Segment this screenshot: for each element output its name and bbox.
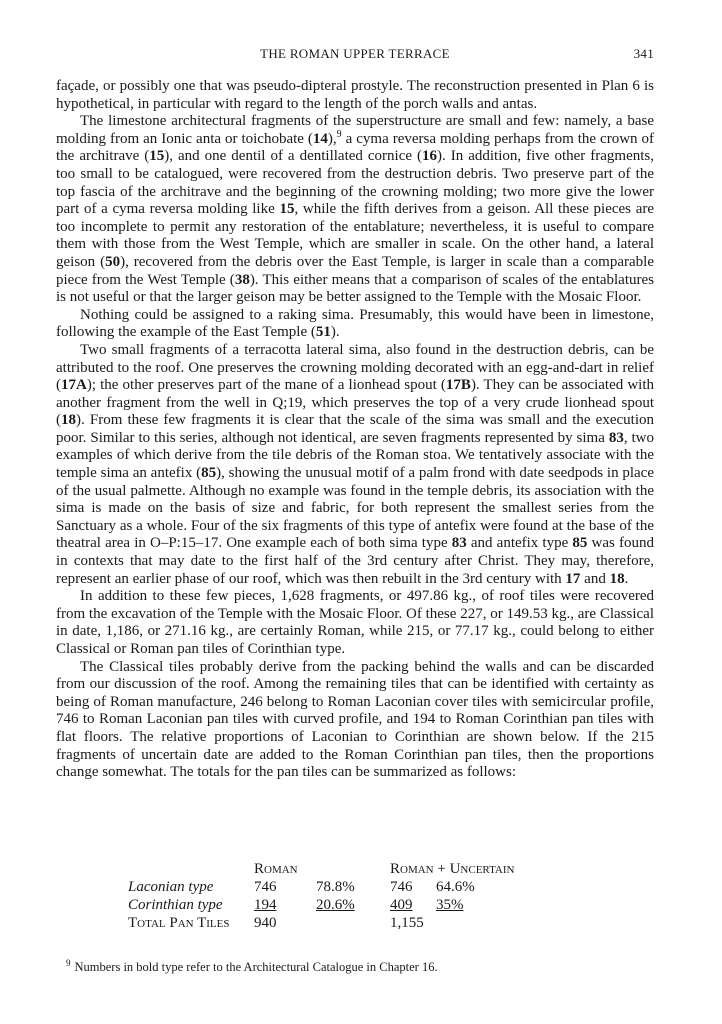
footnote-ref: 9 [336, 128, 342, 140]
cell-roman-pct: 78.8% [316, 879, 355, 895]
row-label: Laconian type [128, 879, 214, 895]
cell-roman-pct: 20.6% [316, 897, 355, 913]
footnote-text: Numbers in bold type refer to the Architectural Catalogue in Chapter 16. [74, 960, 438, 974]
cell-roman-pct [316, 914, 390, 932]
page-number: 341 [633, 46, 654, 61]
paragraph-6: The Classical tiles probably derive from the packing behind the walls and can be discarded from our discussion of the roof. Among the remaining tiles that can be identified with certainty as being of Roman manufacture, 246 belong to Roman Laconian cover tiles with semicircular profile, 746 to Roman Laconian pan tiles with curved profile, and 194 to Roman Corinthian pan tiles with flat floors. The relative proportions of Laconian to Corinthian are shown below. If the 215 fragments of uncertain date are added to the Roman Corinthian pan tiles, then the proportions change somewhat. The totals for the pan tiles can be summarized as follows: [56, 658, 654, 781]
table-row [128, 878, 516, 896]
header-roman-uncertain: Roman + Uncertain [390, 861, 515, 877]
cell-combined: 1,155 [390, 915, 424, 931]
footnote-mark: 9 [66, 957, 71, 968]
pan-tiles-table [128, 860, 516, 932]
header-roman: Roman [254, 861, 298, 877]
paragraph-3: Nothing could be assigned to a raking sima. Presumably, this would have been in limestone, following the example of the East Temple (51). [56, 306, 654, 341]
table-row [128, 896, 516, 914]
cell-combined-pct [436, 914, 516, 932]
paragraph-4: Two small fragments of a terracotta lateral sima, also found in the destruction debris, can be attributed to the roof. One preserves the crowning molding decorated with an egg-and-dart in relief (17A); the other preserves part of the mane of a lionhead spout (17B). They can be associated with another fragment from the well in Q;19, which preserves the top of a very crude lionhead spout (18). From these few fragments it is clear that the scale of the sima was small and the execution poor. Similar to this series, although not identical, are seven fragments represented by sima 83, two examples of which derive from the tile debris of the Roman stoa. We tentatively associate with the temple sima an antefix (85), showing the unusual motif of a palm frond with date seedpods in place of the usual palmette. Although no example was found in the temple debris, its association with the sima is made on the basis of size and fabric, for both represent the smallest series from the Sanctuary as a whole. Four of the six fragments of this type of antefix were found at the base of the theatral area in O–P:15–17. One example each of both sima type 83 and antefix type 85 was found in contexts that may date to the first half of the 3rd century after Christ. They may, therefore, represent an earlier phase of our roof, which was then rebuilt in the 3rd century with 17 and 18. [56, 341, 655, 587]
cell-roman: 194 [254, 897, 277, 913]
running-head: THE ROMAN UPPER TERRACE [260, 46, 450, 61]
page-header [56, 46, 654, 66]
cell-roman: 940 [254, 915, 277, 931]
table-row [128, 914, 516, 932]
cell-combined-pct: 35% [436, 897, 464, 913]
table-header-row [128, 860, 516, 878]
cell-combined-pct: 64.6% [436, 879, 475, 895]
paragraph-2: The limestone architectural fragments of the superstructure are small and few: namely, a base molding from an Ionic anta or toichobate (14),$^9$ a cyma reversa molding perhaps from the crown of the architrave (15), and one dentil of a dentillated cornice (16). In addition, five other fragments, too small to be catalogued, were recovered from the destruction debris. Two preserve part of the top fascia of the architrave and the beginning of the crowning molding; two more give the lower part of a cyma reversa molding like 15, while the fifth derives from a geison. All these pieces are too incomplete to permit any restoration of the entablature; nevertheless, it is useful to compare them with those from the West Temple, which are smaller in scale. On the other hand, a lateral geison (50), recovered from the debris over the East Temple, is larger in scale than a comparable piece from the West Temple (38). This either means that a comparison of scales of the entablatures is not useful or that the larger geison may be better assigned to the Temple with the Mosaic Floor. [56, 113, 654, 306]
cell-combined: 409 [390, 897, 413, 913]
row-label: Corinthian type [128, 897, 223, 913]
paragraph-5: In addition to these few pieces, 1,628 fragments, or 497.86 kg., of roof tiles were recovered from the excavation of the Temple with the Mosaic Floor. Of these 227, or 149.53 kg., are Classical in date, 1,186, or 271.16 kg., are certainly Roman, while 215, or 77.17 kg., could belong to either Classical or Roman pan tiles of Corinthian type. [56, 588, 654, 657]
body-text [56, 78, 654, 782]
cell-combined: 746 [390, 879, 413, 895]
row-label: Total Pan Tiles [128, 915, 230, 931]
footnote [66, 957, 654, 975]
cell-roman: 746 [254, 879, 277, 895]
paragraph-1: façade, or possibly one that was pseudo-dipteral prostyle. The reconstruction presented in Plan 6 is hypothetical, in particular with regard to the length of the porch walls and antas. [56, 78, 654, 112]
